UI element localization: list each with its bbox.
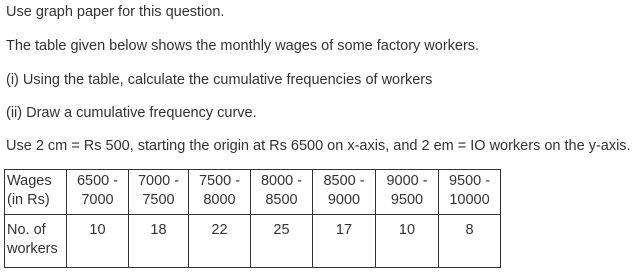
worker-count-cell: 10 bbox=[376, 215, 439, 268]
class-cell bbox=[129, 170, 189, 215]
class-lower: 7500 - bbox=[198, 173, 241, 189]
class-cell bbox=[189, 170, 251, 215]
class-lower: 7000 - bbox=[137, 173, 180, 189]
table-row-workers bbox=[5, 215, 501, 268]
question-line-3: (i) Using the table, calculate the cumulative frequencies of workers bbox=[6, 72, 433, 88]
class-cell bbox=[439, 170, 501, 215]
table-row-wages bbox=[5, 170, 501, 215]
class-lower: 6500 - bbox=[76, 173, 119, 189]
worker-count-cell: 10 bbox=[67, 215, 129, 268]
worker-count-cell: 18 bbox=[129, 215, 189, 268]
question-line-5: Use 2 cm = Rs 500, starting the origin at Rs 6500 on x-axis, and 2 em = IO workers on the y-axis. bbox=[6, 138, 631, 154]
class-upper: 7000 bbox=[81, 192, 114, 208]
workers-header-line-1: No. of bbox=[7, 222, 46, 238]
class-upper: 8000 bbox=[203, 192, 236, 208]
class-lower: 9000 - bbox=[386, 173, 428, 189]
worker-count-cell: 22 bbox=[189, 215, 251, 268]
class-cell bbox=[67, 170, 129, 215]
question-line-1: Use graph paper for this question. bbox=[6, 4, 225, 20]
class-upper: 8500 bbox=[265, 192, 298, 208]
workers-header-cell bbox=[5, 215, 67, 268]
worker-count-cell: 17 bbox=[313, 215, 376, 268]
class-upper: 10000 bbox=[449, 192, 490, 208]
class-lower: 8000 - bbox=[260, 173, 303, 189]
class-lower: 9500 - bbox=[448, 173, 491, 189]
wages-header-cell bbox=[5, 170, 67, 215]
class-cell bbox=[376, 170, 439, 215]
class-cell bbox=[251, 170, 313, 215]
wages-header-line-2: (in Rs) bbox=[7, 192, 50, 208]
wages-table bbox=[4, 169, 501, 268]
question-line-2: The table given below shows the monthly wages of some factory workers. bbox=[6, 38, 480, 54]
class-upper: 9500 bbox=[390, 192, 424, 208]
wages-header-line-1: Wages bbox=[7, 173, 52, 189]
workers-header-line-2: workers bbox=[7, 241, 58, 257]
question-line-4: (ii) Draw a cumulative frequency curve. bbox=[6, 105, 257, 121]
class-cell bbox=[313, 170, 376, 215]
class-upper: 9000 bbox=[327, 192, 361, 208]
worker-count-cell: 25 bbox=[251, 215, 313, 268]
class-lower: 8500 - bbox=[323, 173, 365, 189]
class-upper: 7500 bbox=[142, 192, 175, 208]
worker-count-cell: 8 bbox=[439, 215, 501, 268]
